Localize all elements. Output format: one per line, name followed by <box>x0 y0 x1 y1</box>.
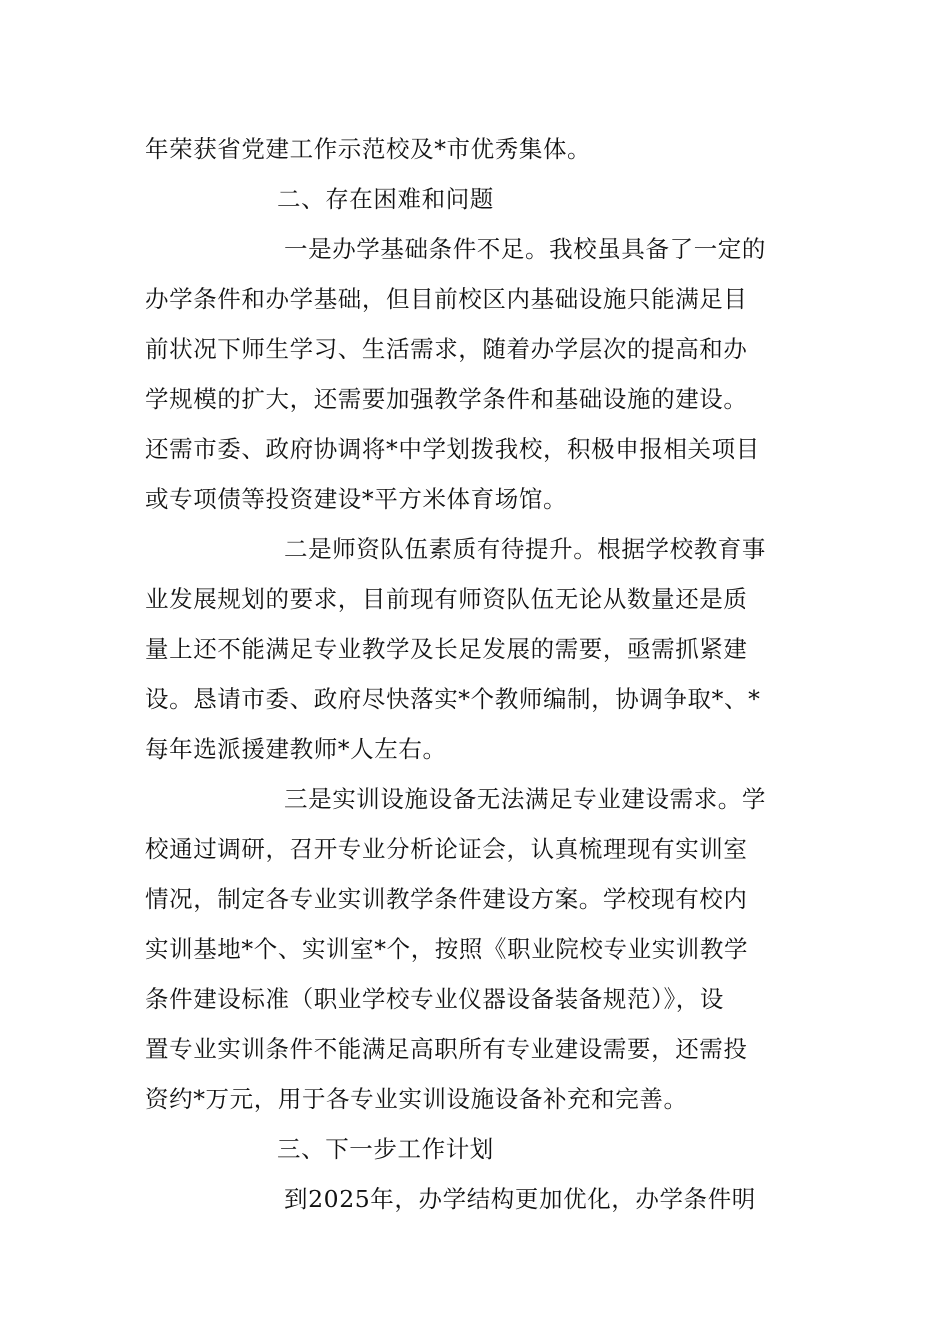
paragraph-line: 三是实训设施设备无法满足专业建设需求。学 <box>284 785 766 813</box>
paragraph-line: 置专业实训条件不能满足高职所有专业建设需要，还需投 <box>145 1035 748 1063</box>
paragraph-line: 业发展规划的要求，目前现有师资队伍无论从数量还是质 <box>145 585 748 613</box>
section-heading: 三、下一步工作计划 <box>277 1135 494 1163</box>
paragraph-line: 情况，制定各专业实训教学条件建设方案。学校现有校内 <box>145 885 748 913</box>
paragraph-line: 到2025年，办学结构更加优化，办学条件明 <box>284 1185 756 1213</box>
paragraph-line: 每年选派援建教师*人左右。 <box>145 735 447 763</box>
paragraph-line: 设。恳请市委、政府尽快落实*个教师编制，协调争取*、* <box>145 685 761 713</box>
paragraph-line: 一是办学基础条件不足。我校虽具备了一定的 <box>284 235 766 263</box>
paragraph-line: 条件建设标准（职业学校专业仪器设备装备规范）》，设 <box>145 985 724 1013</box>
paragraph-line: 办学条件和办学基础，但目前校区内基础设施只能满足目 <box>145 285 748 313</box>
paragraph-line: 实训基地*个、实训室*个，按照《职业院校专业实训教学 <box>145 935 749 963</box>
paragraph-line: 学规模的扩大，还需要加强教学条件和基础设施的建设。 <box>145 385 748 413</box>
paragraph-line: 还需市委、政府协调将*中学划拨我校，积极申报相关项目 <box>145 435 760 463</box>
paragraph-line: 校通过调研，召开专业分析论证会，认真梳理现有实训室 <box>145 835 748 863</box>
paragraph-line: 年荣获省党建工作示范校及*市优秀集体。 <box>145 135 592 163</box>
section-heading: 二、存在困难和问题 <box>277 185 494 213</box>
paragraph-line: 资约*万元，用于各专业实训设施设备补充和完善。 <box>145 1085 688 1113</box>
paragraph-line: 前状况下师生学习、生活需求，随着办学层次的提高和办 <box>145 335 748 363</box>
paragraph-line: 二是师资队伍素质有待提升。根据学校教育事 <box>284 535 766 563</box>
paragraph-line: 量上还不能满足专业教学及长足发展的需要，亟需抓紧建 <box>145 635 748 663</box>
paragraph-line: 或专项债等投资建设*平方米体育场馆。 <box>145 485 568 513</box>
